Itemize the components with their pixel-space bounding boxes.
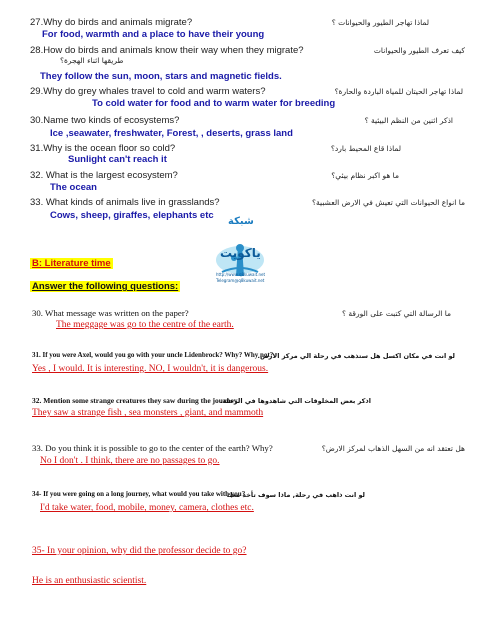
lit-question-31: 31. If you were Axel, would you go with your uncle Lidenbrock? Why? Why not? <box>32 351 274 359</box>
answer-32: The ocean <box>50 182 97 193</box>
question-29: 29.Why do grey whales travel to cold and warm waters? <box>30 86 266 97</box>
lit-answer-35: He is an enthusiastic scientist. <box>32 576 147 586</box>
question-29-arabic: لماذا تهاجر الحيتان للمياة الباردة والحارة؟ <box>334 87 463 96</box>
question-30-arabic: اذكر اثنين من النظم البيئية ؟ <box>364 116 453 125</box>
logo-email: Telegram@q8kuwait.net <box>216 278 265 283</box>
site-logo <box>214 216 266 288</box>
section-subtitle: Answer the following questions: <box>32 281 179 292</box>
question-30: 30.Name two kinds of ecosystems? <box>30 115 180 126</box>
lit-question-30-arabic: ما الرسالة التي كتبت على الورقة ؟ <box>342 309 451 318</box>
lit-question-33-arabic: هل تعتقد انه من السهل الذهاب لمركز الارض؟ <box>321 444 465 453</box>
section-title: B: Literature time <box>32 258 111 269</box>
question-31-arabic: لماذا قاع المحيط بارد؟ <box>330 144 401 153</box>
lit-question-32: 32. Mention some strange creatures they saw during the journey. <box>32 396 239 405</box>
lit-answer-34: I'd take water, food, mobile, money, camera, clothes etc. <box>40 503 254 513</box>
lit-question-30: 30. What message was written on the paper? <box>32 308 189 318</box>
question-27: 27.Why do birds and animals migrate? <box>30 17 193 28</box>
question-33-arabic: ما انواع الحيوانات التي تعيش في الارض العشبية؟ <box>312 198 465 207</box>
logo-top-text: شبكة <box>228 216 254 227</box>
logo-main-text: ياكويت <box>220 246 261 260</box>
answer-28: They follow the sun, moon, stars and magnetic fields. <box>40 71 282 82</box>
logo-url: http://www.q8kuwait.net <box>216 272 266 277</box>
lit-answer-30: The meggage was go to the centre of the earth. <box>56 320 234 330</box>
lit-question-31-arabic: لو انت في مكان اكسل هل ستذهب في رحلة الي مركز الارض. <box>257 352 455 360</box>
lit-question-33: 33. Do you think it is possible to go to the center of the earth? Why? <box>32 443 273 453</box>
answer-27: For food, warmth and a place to have their young <box>42 29 265 40</box>
answer-33: Cows, sheep, giraffes, elephants etc <box>50 210 214 221</box>
lit-question-35: 35- In your opinion, why did the professor decide to go? <box>32 546 247 556</box>
question-28-arabic-2: طريقها اثناء الهجرة؟ <box>60 56 124 65</box>
lit-question-34-arabic: لو انت ذاهب في رحلة, ماذا سوف تأخذ معك <box>226 491 365 499</box>
question-32-arabic: ما هو اكبر نظام بيئي؟ <box>331 171 399 180</box>
question-28: 28.How do birds and animals know their way when they migrate? <box>30 45 304 56</box>
lit-question-32-arabic: اذكر بعض المخلوقات التي شاهدوها في الرحلة. <box>220 397 371 405</box>
question-31: 31.Why is the ocean floor so cold? <box>30 143 176 154</box>
answer-31: Sunlight can't reach it <box>68 154 167 165</box>
lit-answer-33: No I don't . I think, there are no passages to go. <box>40 456 220 466</box>
question-27-arabic: لماذا تهاجر الطيور والحيوانات ؟ <box>331 18 429 27</box>
question-32: 32. What is the largest ecosystem? <box>30 170 178 181</box>
answer-30: Ice ,seawater, freshwater, Forest, , deserts, grass land <box>50 128 293 139</box>
lit-answer-31: Yes , I would. It is interesting. NO, I wouldn't, it is dangerous. <box>32 364 269 374</box>
answer-29: To cold water for food and to warm water for breeding <box>92 98 336 109</box>
question-33: 33. What kinds of animals live in grasslands? <box>30 197 220 208</box>
lit-answer-32: They saw a strange fish , sea monsters , giant, and mammoth <box>32 408 264 418</box>
lit-question-34: 34- If you were going on a long journey, what would you take with you? <box>32 490 246 498</box>
question-28-arabic: كيف تعرف الطيور والحيوانات <box>373 46 465 55</box>
